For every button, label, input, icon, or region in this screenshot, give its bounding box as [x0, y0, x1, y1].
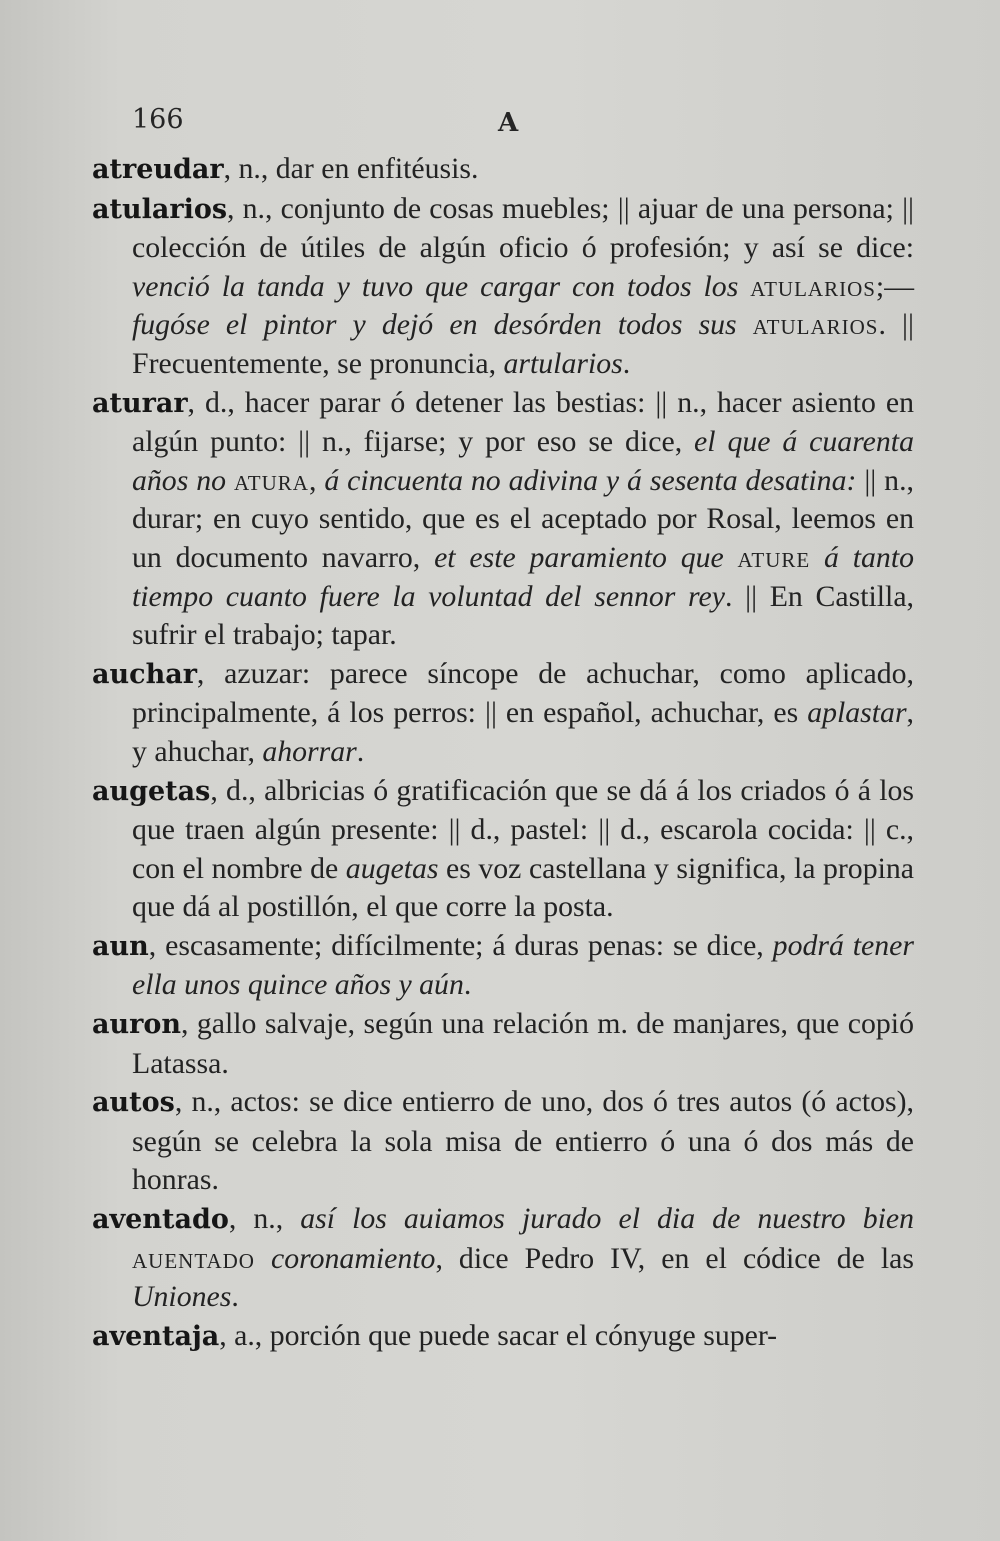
entry-headword: auron [92, 1009, 181, 1041]
entry-headword: aventaja [92, 1320, 220, 1352]
entry-text: , n., [228, 1202, 301, 1236]
entry-text: , n., conjunto de cosas muebles; || ajuar de una persona; || colección de útiles de algún oficio ó profesión; y así se dice: [132, 191, 914, 265]
entry-text: . [463, 968, 472, 1002]
entry-text: . || En Castilla, sufrir el trabajo; tapar. [132, 579, 914, 652]
entry-text: , n., dar en enfitéusis. [223, 152, 479, 185]
entry-text: || n., durar; en cuyo sentido, que es el aceptado por Rosal, leemos en un documento navarro, [132, 463, 914, 574]
entry-example-italic: así los auiamos jurado el dia de nuestro bien [300, 1202, 914, 1236]
entry-text: , escasamente; difícilmente; á duras penas: se dice, [148, 928, 773, 962]
entry-text: , dice Pedro IV, en el códice de las [435, 1241, 914, 1275]
entry-term-smallcaps: atura [233, 463, 309, 497]
entry-example-italic: artularios [503, 346, 623, 380]
entry-term-smallcaps: atularios [752, 308, 879, 342]
entry-example-italic: el que á cuarenta años no [132, 425, 914, 497]
dictionary-entry [92, 927, 914, 1005]
entry-example-italic: á tanto tiempo cuanto fuere la voluntad del sennor rey [132, 540, 914, 613]
dictionary-entry [92, 772, 914, 927]
entry-example-italic: podrá tener ella unos quince años y aún [132, 928, 914, 1002]
entry-text [810, 541, 824, 574]
entry-headword: auchar [92, 658, 197, 690]
dictionary-entry [92, 150, 914, 190]
entry-text: , d., hacer parar ó detener las bestias: || n., hacer asiento en algún punto: || n., fijarse; y por eso se dice, [132, 385, 914, 459]
entry-text: es voz castellana y significa, la propina que dá al postillón, el que corre la posta. [132, 851, 914, 924]
entry-headword: augetas [92, 775, 211, 807]
entry-headword: atreudar [92, 154, 224, 185]
entry-text: , d., albricias ó gratificación que se dá á los criados ó á los que traen algún presente: || d., pastel: || d., escarola cocida: || c., con el nombre de [132, 773, 914, 885]
page-header [132, 104, 892, 144]
entry-text: , gallo salvaje, según una relación m. de manjares, que copió Latassa. [132, 1007, 914, 1080]
entry-headword: aturar [92, 387, 188, 419]
entry-text: , azuzar: parece síncope de achuchar, como aplicado, principalmente, á los perros: || en español, achuchar, es [132, 656, 914, 730]
entry-text: . [622, 346, 631, 380]
dictionary-entry [92, 384, 914, 655]
entry-example-italic: coronamiento [271, 1241, 436, 1275]
entry-text: , [308, 463, 325, 497]
entry-example-italic: fugóse el pintor y dejó en desórden todos sus [132, 308, 753, 342]
entry-example-italic: á cincuenta no adivina y á sesenta desatina: [324, 463, 857, 497]
entry-example-italic: venció la tanda y tuvo que cargar con todos los [132, 269, 751, 303]
entry-example-italic: Uniones [132, 1280, 232, 1314]
entry-example-italic: et este paramiento que [434, 540, 738, 574]
entry-headword: aventado [92, 1204, 229, 1236]
entry-example-italic: aplastar [807, 696, 907, 730]
entry-term-smallcaps: auentado [132, 1241, 255, 1275]
dictionary-entry [92, 1083, 914, 1200]
entry-text: ;— [875, 269, 914, 303]
entry-example-italic: augetas [345, 851, 439, 885]
entry-headword: atularios [92, 193, 228, 225]
entry-text: , n., actos: se dice entierro de uno, dos ó tres autos (ó actos), según se celebra la sola misa de entierro ó una ó dos más de honras. [132, 1085, 914, 1197]
dictionary-entry [92, 190, 914, 384]
dictionary-entry [92, 655, 914, 772]
entry-text: , y ahuchar, [132, 696, 914, 768]
dictionary-entry [92, 1200, 914, 1317]
page-number: 166 [132, 104, 184, 135]
entry-term-smallcaps: ature [737, 540, 811, 574]
dictionary-entry [92, 1317, 914, 1357]
section-letter: A [498, 108, 519, 138]
dictionary-entry [92, 1005, 914, 1083]
entry-headword: aun [92, 930, 149, 962]
entry-text [255, 1242, 271, 1275]
entry-text: . [356, 734, 365, 768]
entry-text: , a., porción que puede sacar el cónyuge super- [219, 1318, 778, 1352]
entry-term-smallcaps: atularios [750, 269, 876, 303]
entry-text: . || Frecuentemente, se pronuncia, [132, 308, 914, 380]
entry-example-italic: ahorrar [262, 734, 357, 768]
dictionary-entries [92, 150, 914, 1356]
entry-text: . [231, 1280, 239, 1314]
entry-headword: autos [92, 1087, 175, 1119]
